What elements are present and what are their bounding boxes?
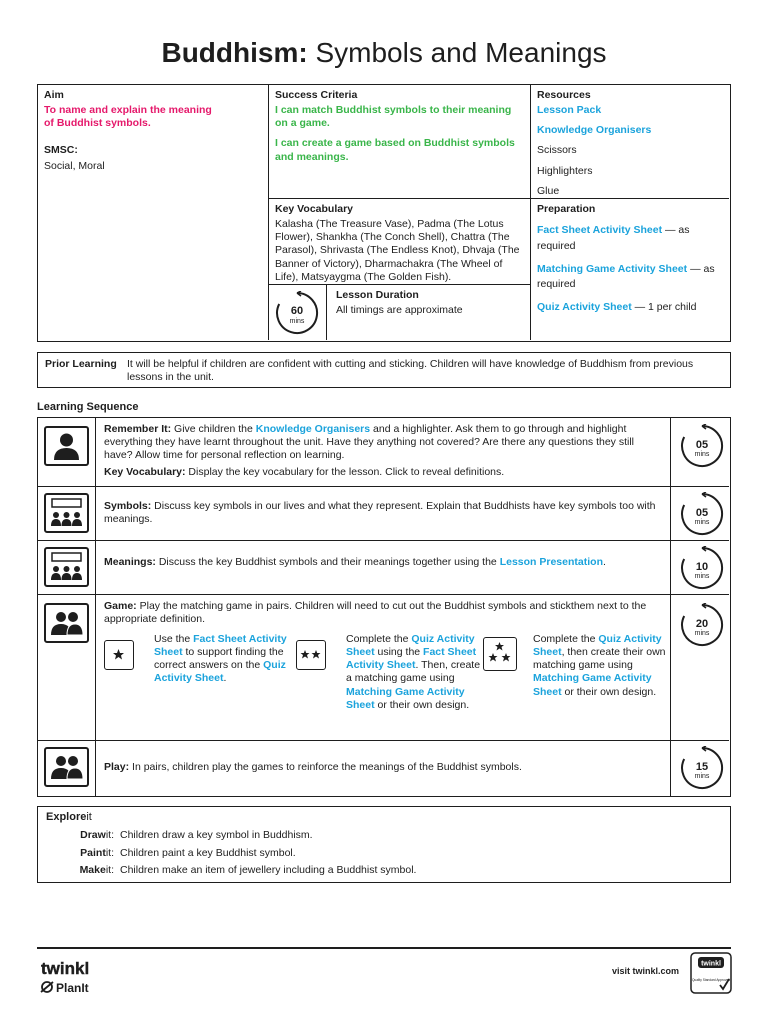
pair-icon: [44, 747, 89, 787]
timer-icon: [680, 746, 724, 790]
prep-quiz-link[interactable]: Quiz Activity Sheet: [537, 301, 632, 314]
make-rest: it:: [105, 864, 114, 876]
paint-bold: Paint: [80, 847, 106, 859]
duration-heading: Lesson Duration: [336, 289, 419, 301]
class-icon: [44, 547, 89, 587]
timer-minutes: 15: [695, 761, 709, 773]
vocab-text: Kalasha (The Treasure Vase), Padma (The Lotus Flower), Shankha (The Conch Shell), Chattra (The Parasol), Shrivasta (The Endless Knot), Dhvaja (The Banner of Victory), Dharmachakra (The Wheel of Life), Matsyaygma (The Golden Fish).: [275, 218, 520, 283]
aim-cell: [38, 85, 269, 340]
prep-item-fact-sheet: [537, 223, 723, 255]
aim-text: To name and explain the meaning of Buddhist symbols.: [44, 104, 212, 130]
timer-unit: mins: [694, 573, 710, 580]
timer-unit: mins: [694, 773, 710, 780]
paint-rest: it:: [105, 847, 114, 859]
row-text-cell: [96, 418, 671, 486]
duration-unit: mins: [289, 318, 305, 325]
remember-paragraph: [104, 423, 662, 462]
diff1-fact-sheet-link[interactable]: Fact Sheet Activity Sheet: [154, 633, 287, 659]
success-heading: Success Criteria: [275, 89, 358, 101]
sequence-row-meanings: [38, 541, 729, 595]
prior-learning-box: [37, 352, 731, 388]
row-text-cell: [96, 541, 671, 594]
explore-draw-label: [80, 829, 114, 842]
two-star-icon: [296, 640, 326, 670]
duration-text-block: [336, 289, 463, 317]
diff2-matching-game-link[interactable]: Matching Game Activity Sheet: [346, 685, 465, 711]
diff2-fact-sheet-link[interactable]: Fact Sheet Activity Sheet: [346, 646, 477, 672]
diff1-b: to support finding the correct answers on the: [154, 646, 284, 672]
diff2-a: Complete the: [346, 633, 412, 645]
symbols-text: Discuss key symbols in our lives and what they represent. Explain that Buddhists have key symbols too with meanings.: [104, 500, 656, 526]
prep-matching-game-note: — as required: [537, 262, 715, 291]
explore-make-label: [80, 864, 114, 877]
prep-item-quiz: [537, 300, 723, 316]
diff3-c: or their own design.: [561, 685, 657, 698]
row-icon-cell: [38, 741, 96, 796]
remember-text-a: Give children the: [171, 423, 256, 435]
smsc-heading: SMSC:: [44, 144, 78, 157]
resources-heading: Resources: [537, 89, 591, 101]
vocab-heading: Key Vocabulary: [275, 203, 354, 215]
one-star-icon: [104, 640, 134, 670]
learning-sequence-table: [37, 417, 731, 797]
aim-heading: Aim: [44, 89, 64, 101]
diff3-matching-game-link[interactable]: Matching Game Activity Sheet: [533, 672, 652, 698]
class-icon: [44, 493, 89, 533]
game-text: Play the matching game in pairs. Children will need to cut out the Buddhist symbols and stickthem next to the appropriate definition.: [104, 600, 647, 626]
prior-learning-text: It will be helpful if children are confident with cutting and sticking. Children will have knowledge of Buddhism from previous lessons in the unit.: [127, 358, 694, 384]
prep-fact-sheet-note: — as required: [537, 224, 690, 252]
success-criteria-cell: [269, 85, 531, 199]
diff2-text: [346, 633, 481, 712]
logo-planit-text: PlanIt: [56, 981, 89, 995]
title-rest: Symbols and Meanings: [307, 37, 607, 68]
game-paragraph: [104, 600, 662, 626]
timer-icon: [680, 603, 724, 647]
explore-title-bold: Explore: [46, 811, 87, 823]
diff1-text: [154, 633, 289, 686]
meanings-label: Meanings:: [104, 556, 156, 568]
resource-highlighters: Highlighters: [537, 164, 593, 177]
duration-divider: [326, 285, 327, 340]
badge-twinkl-text: twinkl: [701, 960, 721, 968]
row-icon-cell: [38, 541, 96, 594]
logo-twinkl-text: twinkl: [41, 959, 90, 978]
explore-title-rest: it: [86, 811, 92, 823]
sequence-row-symbols: [38, 487, 729, 541]
sequence-row-remember: [38, 418, 729, 487]
quality-standard-badge: [690, 952, 732, 994]
diff2-b: using the: [374, 646, 424, 659]
lesson-presentation-link[interactable]: Lesson Presentation: [499, 556, 603, 568]
diff3-b: , then create their own matching game using: [533, 646, 666, 672]
key-vocab-paragraph: [104, 466, 662, 479]
explore-title: [46, 811, 92, 825]
play-text: In pairs, children play the games to reinforce the meanings of the Buddhist symbols.: [129, 761, 522, 773]
prior-learning-label: Prior Learning: [45, 358, 117, 370]
resources-cell: [531, 85, 729, 199]
twinkl-planit-logo: [37, 954, 107, 1000]
explore-it-box: [37, 806, 731, 883]
preparation-cell: [531, 199, 729, 340]
explore-draw-text: Children draw a key symbol in Buddhism.: [120, 829, 313, 841]
timer-unit: mins: [694, 630, 710, 637]
play-label: Play:: [104, 761, 130, 773]
diff3-a: Complete the: [533, 633, 599, 645]
diff2-quiz-link[interactable]: Quiz Activity Sheet: [346, 633, 475, 659]
diff2-d: or their own design.: [374, 698, 470, 711]
timer-icon: [275, 291, 319, 335]
diff3-text: [533, 633, 668, 699]
resource-glue: Glue: [537, 184, 560, 197]
timer-minutes: 20: [695, 618, 709, 630]
diff1-quiz-link[interactable]: Quiz Activity Sheet: [154, 659, 286, 685]
diff1-a: Use the: [154, 633, 194, 645]
badge-approved-text: Quality Standard Approved: [691, 978, 731, 982]
learning-sequence-heading: Learning Sequence: [37, 401, 139, 413]
title-strong: Buddhism:: [161, 37, 308, 68]
footer-divider: [37, 947, 731, 949]
key-vocabulary-cell: [269, 199, 531, 285]
smsc-text: Social, Moral: [44, 159, 105, 172]
diff1-c: .: [223, 672, 227, 685]
resource-knowledge-organisers-link[interactable]: Knowledge Organisers: [537, 124, 652, 137]
duration-minutes: 60: [290, 305, 304, 317]
play-paragraph: [104, 761, 662, 774]
timer-minutes: 05: [695, 507, 709, 519]
key-vocab-label: Key Vocabulary:: [104, 466, 186, 479]
resource-lesson-pack-link[interactable]: Lesson Pack: [537, 104, 602, 117]
success-item-2: I can create a game based on Buddhist symbols and meanings.: [275, 137, 515, 163]
row-text-cell: [96, 595, 671, 740]
meanings-paragraph: [104, 556, 662, 569]
pair-icon: [44, 603, 89, 643]
game-label: Game:: [104, 600, 137, 612]
success-item-1: I can match Buddhist symbols to their meaning on a game.: [275, 104, 512, 130]
sequence-row-game: [38, 595, 729, 741]
lesson-overview-table: [37, 84, 731, 342]
three-star-icon: [483, 637, 517, 671]
prep-matching-game-link[interactable]: Matching Game Activity Sheet: [537, 262, 688, 275]
visit-twinkl-link[interactable]: visit twinkl.com: [612, 966, 680, 976]
row-text-cell: [96, 487, 671, 540]
row-icon-cell: [38, 418, 96, 486]
explore-make-text: Children make an item of jewellery including a Buddhist symbol.: [120, 864, 417, 876]
explore-paint-label: [80, 847, 114, 860]
key-vocab-text: Display the key vocabulary for the lesson. Click to reveal definitions.: [185, 466, 505, 479]
resource-scissors: Scissors: [537, 144, 577, 157]
sequence-row-play: [38, 741, 729, 796]
timer-minutes: 05: [695, 439, 709, 451]
duration-text: All timings are approximate: [336, 304, 463, 317]
prep-quiz-note: — 1 per child: [631, 301, 697, 314]
prep-item-matching-game: [537, 262, 723, 294]
diff3-quiz-link[interactable]: Quiz Activity Sheet: [533, 633, 662, 659]
prep-fact-sheet-link[interactable]: Fact Sheet Activity Sheet: [537, 224, 663, 237]
timer-icon: [680, 492, 724, 536]
individual-icon: [44, 426, 89, 466]
explore-paint-text: Children paint a key Buddhist symbol.: [120, 847, 296, 859]
knowledge-organisers-link[interactable]: Knowledge Organisers: [255, 423, 371, 435]
page-title: [0, 36, 768, 70]
row-icon-cell: [38, 595, 96, 740]
diff2-c: . Then, create a matching game using: [346, 659, 481, 685]
timer-minutes: 10: [695, 561, 709, 573]
preparation-heading: Preparation: [537, 203, 596, 215]
symbols-paragraph: [104, 500, 662, 526]
remember-label: Remember It:: [104, 423, 172, 435]
draw-rest: it:: [105, 829, 114, 841]
lesson-duration-cell: [269, 285, 531, 340]
draw-bold: Draw: [80, 829, 106, 841]
timer-icon: [680, 424, 724, 468]
make-bold: Make: [79, 864, 106, 876]
remember-text-b: and a highlighter. Ask them to go through and highlight everything they have learnt throughout the unit. Have they anything not covered? Are there any questions they still have? Allow time for personal reflection on learning.: [104, 423, 634, 462]
meanings-text-a: Discuss the key Buddhist symbols and their meanings together using the: [155, 556, 500, 568]
meanings-text-b: .: [602, 556, 606, 568]
timer-unit: mins: [694, 451, 710, 458]
symbols-label: Symbols:: [104, 500, 152, 512]
row-icon-cell: [38, 487, 96, 540]
timer-icon: [680, 546, 724, 590]
timer-unit: mins: [694, 519, 710, 526]
row-text-cell: [96, 741, 671, 796]
